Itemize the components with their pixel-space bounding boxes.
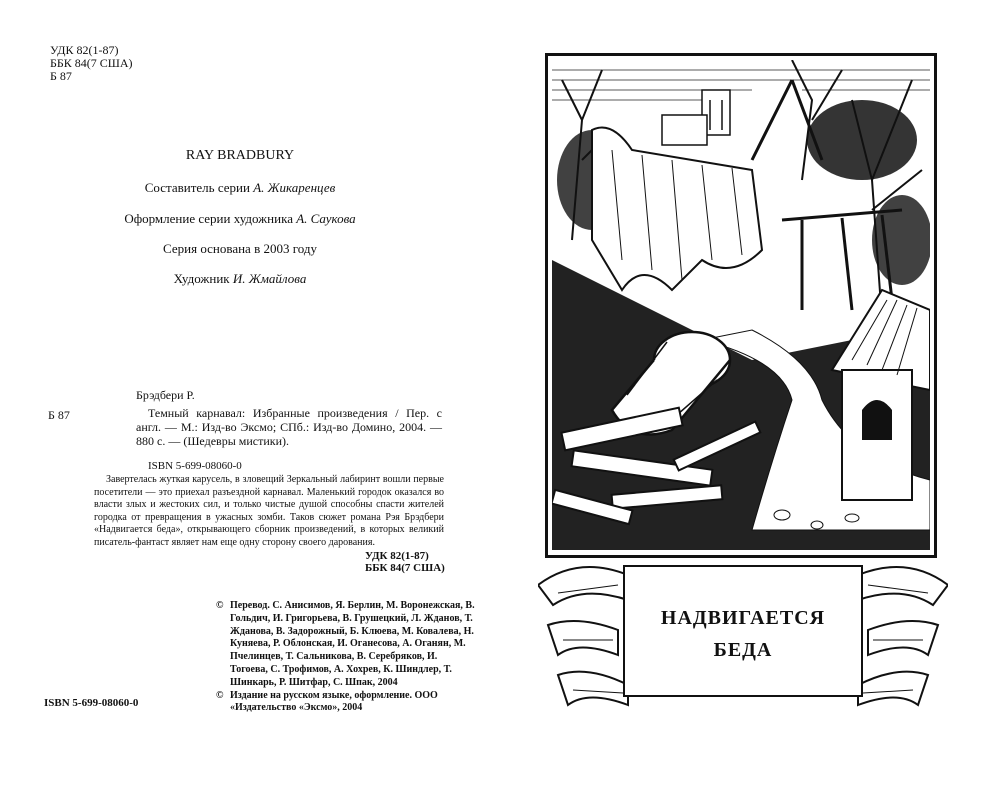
udk-line: УДК 82(1-87) <box>365 550 429 562</box>
copyright-item <box>216 690 476 716</box>
credit-name: А. Саукова <box>296 211 356 226</box>
title-ribbon-area <box>538 545 948 715</box>
udk-line: УДК 82(1-87) <box>50 43 119 57</box>
copyright-text: Издание на русском языке, оформление. ООО «Издательство «Эксмо», 2004 <box>230 689 438 714</box>
credit-design <box>80 211 400 227</box>
credit-label: Оформление серии художника <box>124 211 293 226</box>
author-mark-line: Б 87 <box>50 69 72 83</box>
title-plate <box>623 565 863 697</box>
credit-label: Художник <box>173 271 230 286</box>
catalog-author: Брэдбери Р. <box>136 388 195 402</box>
copyright-block <box>216 600 476 715</box>
copyright-item <box>216 600 476 690</box>
copyright-mark: © <box>216 689 224 701</box>
catalog-isbn: ISBN 5-699-08060-0 <box>148 460 242 472</box>
copyright-mark: © <box>216 600 224 611</box>
credit-series-founded <box>80 241 400 257</box>
annotation: Завертелась жуткая карусель, в зловещий Зеркальный лабиринт вошли первые посетители — это приехал разъездной карнавал. Маленький городок оказался во власти злых и жестоких сил, и только чистые душой способны спасти жителей городка от превращения в ужасных зомби. Таков сюжет романа Рэя Брэдбери «Надвигается беда», открывающего сборник произведений, в которых великий писатель-фантаст являет нам еще одну сторону своего дарования. <box>94 474 444 548</box>
right-page <box>500 0 1000 800</box>
carnival-ruins-illustration <box>552 60 930 550</box>
udk-right-block <box>365 550 445 574</box>
book-title-line-2: БЕДА <box>713 639 773 661</box>
catalog-description: Темный карнавал: Избранные произведения / Пер. с англ. — М.: Изд-во Эксмо; СПб.: Изд-во Домино, 2004. — 880 с. — (Шедевры мистики). <box>136 406 442 448</box>
credit-name: А. Жикаренцев <box>253 180 336 195</box>
udk-block <box>50 44 133 83</box>
author-latin: RAY BRADBURY <box>185 148 295 163</box>
credit-compiler <box>80 180 400 196</box>
bbk-line: ББК 84(7 США) <box>365 562 445 574</box>
credit-name: И. Жмайлова <box>232 271 307 286</box>
credit-label: Серия основана в 2003 году <box>163 241 317 256</box>
distant-building <box>662 90 730 145</box>
isbn-bottom: ISBN 5-699-08060-0 <box>44 697 139 709</box>
credit-label: Составитель серии <box>144 180 250 195</box>
sky-hatching <box>552 70 930 100</box>
copyright-text: Перевод. С. Анисимов, Я. Берлин, М. Воронежская, В. Гольдич, И. Григорьева, В. Грушецкий, Л. Жданов, Т. Жданова, В. Задорожный, Б. Клюева, М. Ковалева, Н. Куняева, Р. Облонская, И. Оганесова, А. Оганян, М. Пчелинцев, Т. Сальникова, В. Серебряков, И. Тогоева, С. Трофимов, А. Хохрев, К. Шиндлер, Т. Шинкарь, Р. Шитфар, С. Шпак, 2004 <box>230 600 475 688</box>
book-title-line-1: НАДВИГАЕТСЯ <box>660 607 826 629</box>
bbk-line: ББК 84(7 США) <box>50 56 133 70</box>
catalog-index: Б 87 <box>48 408 70 422</box>
credit-artist <box>80 271 400 287</box>
